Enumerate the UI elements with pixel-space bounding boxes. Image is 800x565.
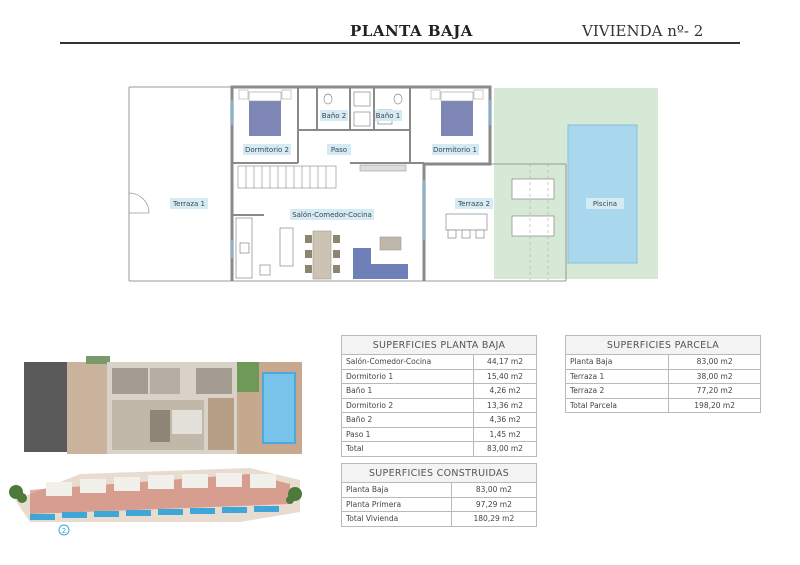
table-row: Planta Baja 83,00 m2 [342, 483, 537, 498]
render-unit-number: 2 [61, 527, 67, 535]
table-row: Total Vivienda 180,29 m2 [342, 512, 537, 527]
label-salon-comedor-cocina: Salón-Comedor-Cocina [292, 211, 372, 219]
label-dormitorio-2: Dormitorio 2 [244, 146, 290, 154]
table-title: SUPERFICIES CONSTRUIDAS [342, 464, 537, 483]
table-row: Total Parcela 198,20 m2 [566, 398, 761, 413]
table-row: Baño 2 4,36 m2 [342, 413, 537, 428]
table-row: Total 83,00 m2 [342, 442, 537, 457]
table-row: Paso 1 1,45 m2 [342, 427, 537, 442]
label-terraza-1: Terraza 1 [173, 200, 205, 208]
table-row: Dormitorio 1 15,40 m2 [342, 369, 537, 384]
table-title: SUPERFICIES PARCELA [566, 336, 761, 355]
table-title: SUPERFICIES PLANTA BAJA [342, 336, 537, 355]
table-superficies-construidas [341, 463, 537, 527]
label-piscina: Piscina [592, 200, 618, 208]
table-superficies-parcela [565, 335, 761, 413]
table-row: Planta Baja 83,00 m2 [566, 355, 761, 370]
table-row: Salón-Comedor-Cocina 44,17 m2 [342, 355, 537, 370]
label-bano-2: Baño 2 [321, 112, 347, 120]
vivienda-number: VIVIENDA nº- 2 [582, 22, 704, 40]
table-row: Planta Primera 97,29 m2 [342, 497, 537, 512]
table-row: Terraza 1 38,00 m2 [566, 369, 761, 384]
table-row: Dormitorio 2 13,36 m2 [342, 398, 537, 413]
label-paso: Paso [330, 146, 348, 154]
label-dormitorio-1: Dormitorio 1 [432, 146, 478, 154]
table-superficies-planta-baja [341, 335, 537, 457]
label-terraza-2: Terraza 2 [458, 200, 490, 208]
render-aerial-view [9, 468, 302, 535]
table-row: Baño 1 4,26 m2 [342, 384, 537, 399]
label-bano-1: Baño 1 [375, 112, 401, 120]
table-row: Terraza 2 77,20 m2 [566, 384, 761, 399]
render-top-view [24, 356, 302, 454]
page-title: PLANTA BAJA [350, 22, 473, 40]
